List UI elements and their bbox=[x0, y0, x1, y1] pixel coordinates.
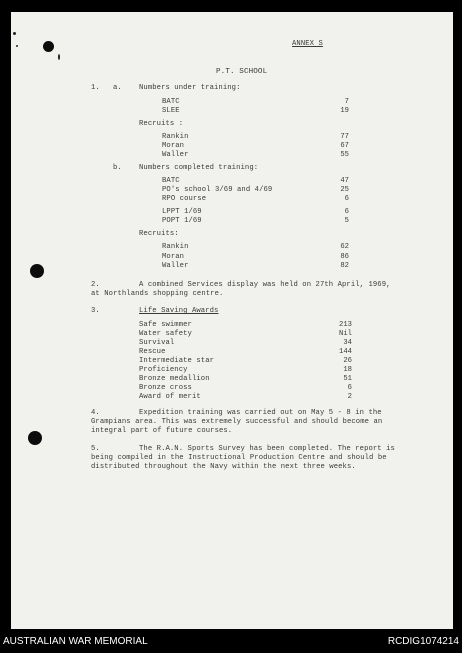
list-item-label: Safe swimmer bbox=[139, 321, 192, 329]
list-item-value: 62 bbox=[340, 243, 349, 251]
paragraph-line: The R.A.N. Sports Survey has been completed. The report is bbox=[139, 445, 395, 453]
punch-hole-middle bbox=[30, 264, 44, 278]
paragraph-line: distributed throughout the Navy within the next three weeks. bbox=[91, 463, 356, 471]
list-item-label: Proficiency bbox=[139, 366, 188, 374]
list-item-value: 18 bbox=[343, 366, 352, 374]
list-item-value: 67 bbox=[340, 142, 349, 150]
section-number: 5. bbox=[91, 445, 100, 453]
list-item-label: Moran bbox=[162, 253, 185, 261]
subsection-heading: Numbers completed training: bbox=[139, 164, 259, 172]
subsection-letter: a. bbox=[113, 84, 122, 92]
recruits-label: Recruits : bbox=[139, 120, 184, 128]
recruits-label: Recruits: bbox=[139, 230, 179, 238]
section-number: 2. bbox=[91, 281, 100, 289]
annex-label: ANNEX S bbox=[292, 40, 323, 48]
list-item-value: Nil bbox=[339, 330, 352, 338]
section-number: 1. bbox=[91, 84, 100, 92]
page-title: P.T. SCHOOL bbox=[216, 68, 268, 76]
list-item-label: Moran bbox=[162, 142, 185, 150]
list-item-label: LPPT 1/69 bbox=[162, 208, 202, 216]
paragraph-line: at Northlands shopping centre. bbox=[91, 290, 224, 298]
paragraph-line: integral part of future courses. bbox=[91, 427, 233, 435]
list-item-label: BATC bbox=[162, 98, 180, 106]
list-item-label: Rankin bbox=[162, 243, 189, 251]
list-item-value: 5 bbox=[344, 217, 349, 225]
list-item-label: Intermediate star bbox=[139, 357, 215, 365]
list-item-label: POPT 1/69 bbox=[162, 217, 202, 225]
list-item-value: 144 bbox=[339, 348, 352, 356]
list-item-value: 19 bbox=[340, 107, 349, 115]
list-item-label: Bronze cross bbox=[139, 384, 192, 392]
list-item-value: 213 bbox=[339, 321, 352, 329]
subsection-letter: b. bbox=[113, 164, 122, 172]
list-item-label: Bronze medallion bbox=[139, 375, 210, 383]
list-item-value: 51 bbox=[343, 375, 352, 383]
section-number: 3. bbox=[91, 307, 100, 315]
list-item-label: Award of merit bbox=[139, 393, 201, 401]
list-item-value: 6 bbox=[347, 384, 352, 392]
list-item-value: 77 bbox=[340, 133, 349, 141]
footer-source-label: AUSTRALIAN WAR MEMORIAL bbox=[3, 636, 148, 647]
list-item-label: Rankin bbox=[162, 133, 189, 141]
list-item-label: RPO course bbox=[162, 195, 207, 203]
speck bbox=[13, 32, 16, 35]
speck bbox=[16, 45, 18, 47]
list-item-label: PO's school 3/69 and 4/69 bbox=[162, 186, 273, 194]
list-item-value: 7 bbox=[344, 98, 349, 106]
section-heading: Life Saving Awards bbox=[139, 307, 219, 315]
archive-footer bbox=[0, 629, 462, 653]
paragraph-line: Grampians area. This was extremely successful and should become an bbox=[91, 418, 383, 426]
list-item-value: 86 bbox=[340, 253, 349, 261]
list-item-label: Rescue bbox=[139, 348, 166, 356]
list-item-value: 47 bbox=[340, 177, 349, 185]
speck bbox=[58, 54, 60, 60]
list-item-label: SLEE bbox=[162, 107, 180, 115]
list-item-value: 82 bbox=[340, 262, 349, 270]
document-page bbox=[11, 12, 453, 629]
list-item-value: 2 bbox=[347, 393, 352, 401]
subsection-heading: Numbers under training: bbox=[139, 84, 241, 92]
list-item-value: 55 bbox=[340, 151, 349, 159]
paragraph-line: A combined Services display was held on 27th April, 1969, bbox=[139, 281, 391, 289]
punch-hole-bottom bbox=[28, 431, 42, 445]
list-item-value: 25 bbox=[340, 186, 349, 194]
list-item-label: Waller bbox=[162, 262, 189, 270]
list-item-value: 34 bbox=[343, 339, 352, 347]
list-item-value: 26 bbox=[343, 357, 352, 365]
list-item-label: Waller bbox=[162, 151, 189, 159]
section-number: 4. bbox=[91, 409, 100, 417]
list-item-label: Water safety bbox=[139, 330, 192, 338]
paragraph-line: Expedition training was carried out on May 5 - 8 in the bbox=[139, 409, 382, 417]
punch-hole-top bbox=[43, 41, 54, 52]
list-item-value: 6 bbox=[344, 208, 349, 216]
footer-record-id: RCDIG1074214 bbox=[387, 636, 459, 647]
list-item-label: Survival bbox=[139, 339, 175, 347]
paragraph-line: being compiled in the Instructional Production Centre and should be bbox=[91, 454, 387, 462]
list-item-value: 6 bbox=[344, 195, 349, 203]
list-item-label: BATC bbox=[162, 177, 180, 185]
